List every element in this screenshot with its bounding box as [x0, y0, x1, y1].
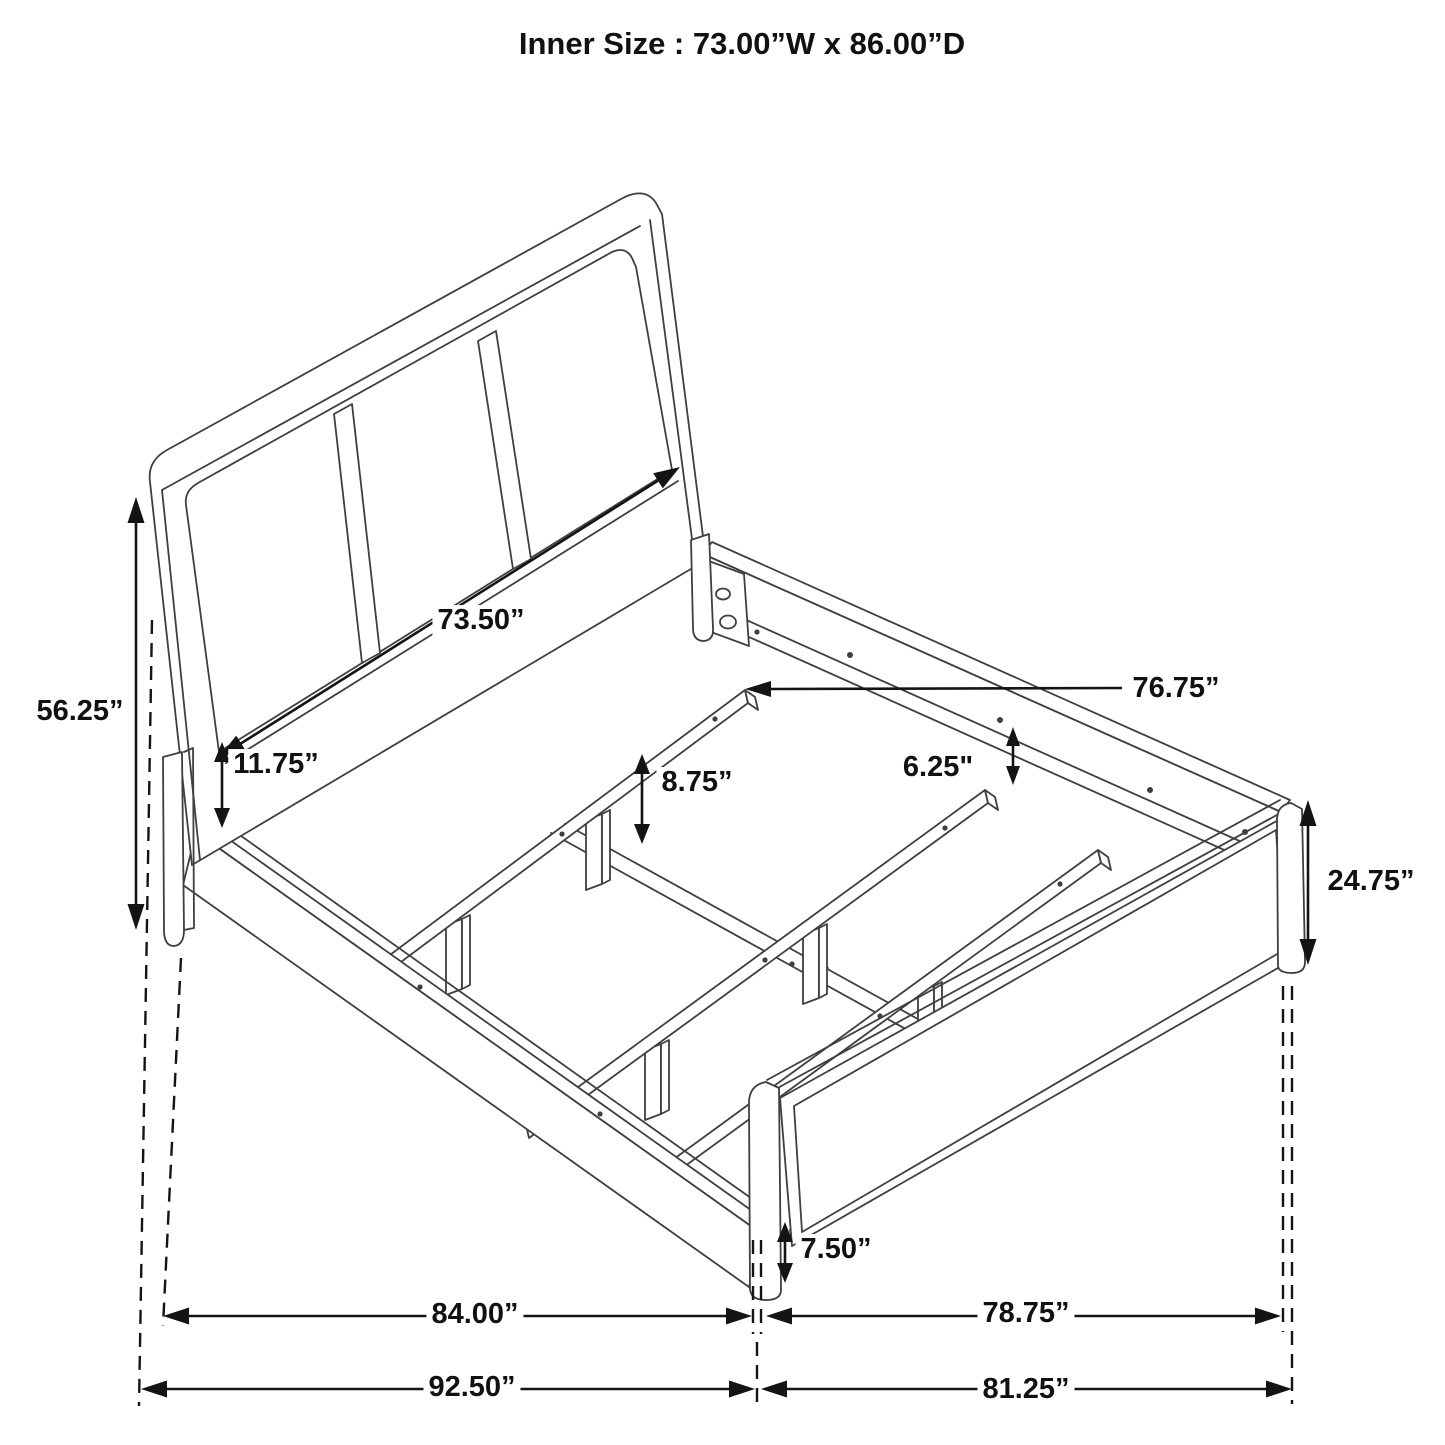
bed-frame-drawing: [150, 193, 1305, 1300]
headboard-left-leg: [163, 752, 184, 946]
headboard: [150, 193, 713, 946]
footboard-right-post: [1277, 803, 1305, 973]
dim-label-outer-width: 81.25”: [977, 1374, 1074, 1406]
dim-label-footboard-height: 24.75”: [1322, 866, 1419, 898]
dim-label-rail-to-slat: 6.25": [898, 752, 978, 784]
dim-label-inner-width: 78.75”: [977, 1298, 1074, 1330]
dim-label-footboard-clearance: 7.50”: [796, 1234, 877, 1266]
right-side-rail: [696, 542, 1290, 871]
dim-label-panel-to-rail: 11.75”: [228, 749, 323, 781]
dim-label-inner-length: 84.00”: [426, 1299, 523, 1331]
dim-label-headboard-height: 56.25”: [31, 696, 128, 728]
diagram-title: Inner Size : 73.00”W x 86.00”D: [518, 26, 966, 61]
headboard-right-leg: [691, 534, 713, 641]
dim-label-headboard-width: 73.50”: [432, 605, 529, 637]
dim-headboard-height: [128, 497, 145, 930]
dim-label-slat-length: 76.75”: [1127, 673, 1224, 705]
dim-label-slat-leg-height: 8.75”: [657, 767, 738, 799]
dim-label-outer-length: 92.50”: [423, 1372, 520, 1404]
